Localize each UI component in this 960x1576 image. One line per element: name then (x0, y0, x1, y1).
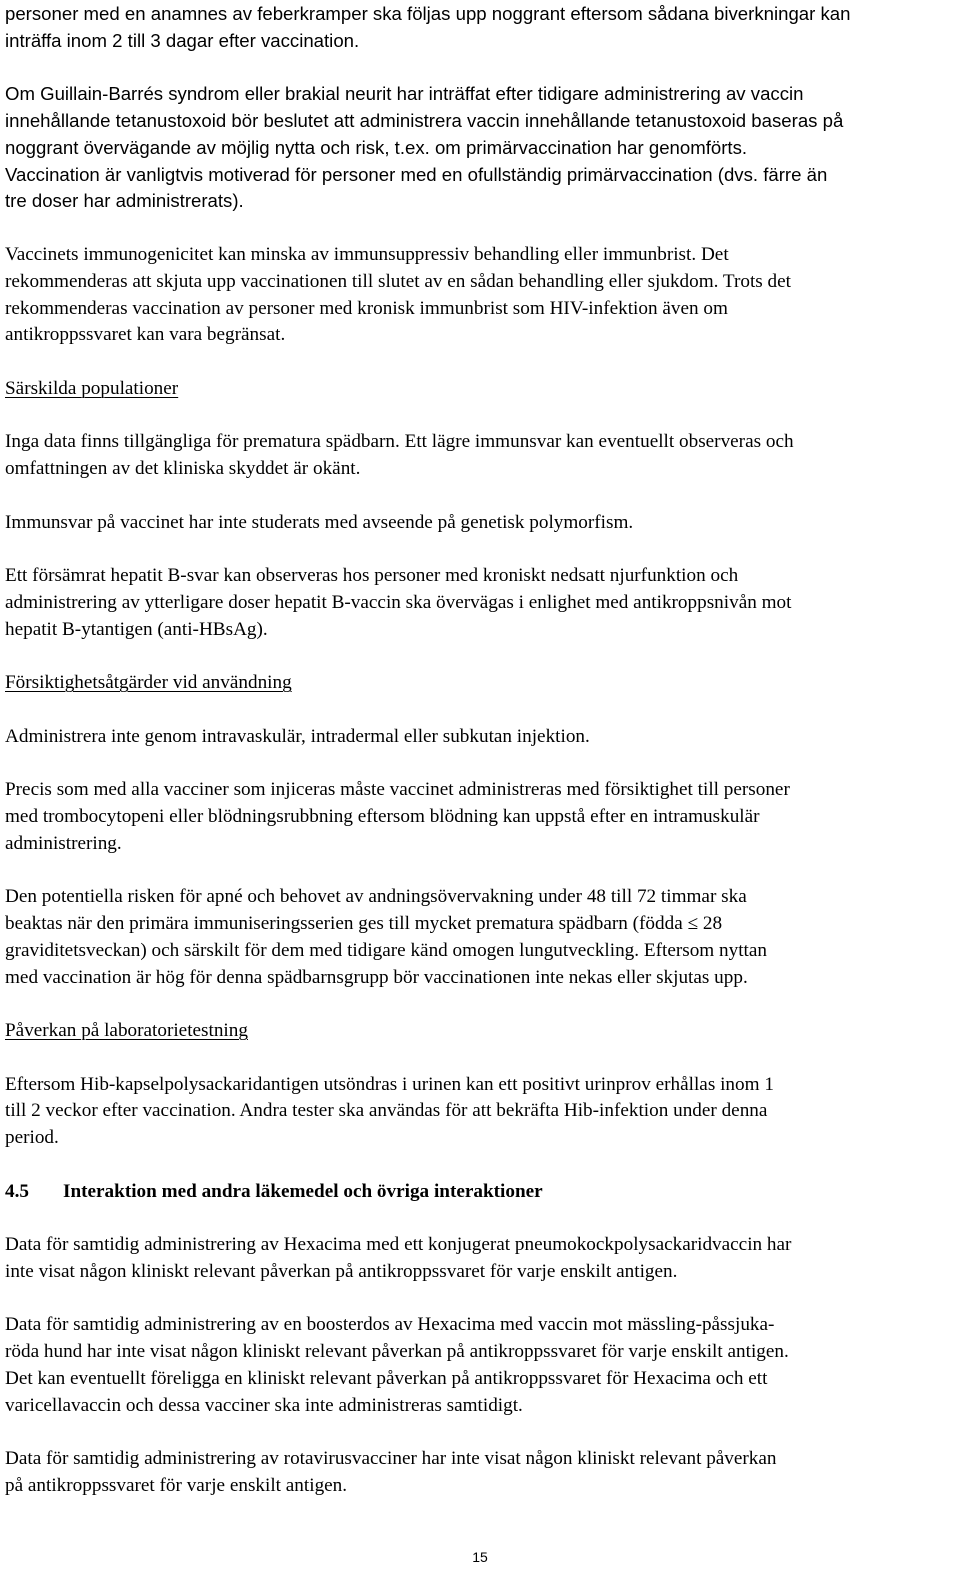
subheading-precautions: Försiktighetsåtgärder vid användning (5, 672, 292, 694)
text-line: inte visat någon kliniskt relevant påverkan på antikroppssvaret för varje enskilt antigen. (5, 1260, 678, 1282)
text-line: Vaccination är vanligtvis motiverad för personer med en ofullständig primärvaccination (dvs. färre än (5, 163, 828, 185)
text-line: Ett försämrat hepatit B-svar kan observeras hos personer med kroniskt nedsatt njurfunktion och (5, 565, 739, 587)
paragraph-administration-route (5, 724, 955, 751)
section-title: Interaktion med andra läkemedel och övriga interaktioner (63, 1180, 543, 1202)
page-number: 15 (472, 1549, 488, 1565)
text-line: rekommenderas att skjuta upp vaccinationen till slutet av en sådan behandling eller sjukdom. Trots det (5, 270, 791, 292)
subheading-laboratory-testing: Påverkan på laboratorietestning (5, 1020, 248, 1042)
text-line: Precis som med alla vacciner som injiceras måste vaccinet administreras med försiktighet till personer (5, 779, 790, 801)
text-line: med trombocytopeni eller blödningsrubbning eftersom blödning kan uppstå efter en intramuskulär (5, 805, 760, 827)
text-line: med vaccination är hög för denna spädbarnsgrupp bör vaccinationen inte nekas eller skjutas upp. (5, 966, 748, 988)
text-line: tre doser har administrerats). (5, 190, 244, 212)
paragraph-genetic-polymorphism (5, 510, 955, 537)
paragraph-immunogenicity (5, 242, 955, 349)
paragraph-guillain-barre (5, 81, 955, 215)
text-line: noggrant övervägande av möjlig nytta och risk, t.ex. om primärvaccination har genomförts. (5, 136, 748, 158)
text-line: varicellavaccin och dessa vacciner ska inte administreras samtidigt. (5, 1394, 523, 1416)
text-line: administrering. (5, 832, 122, 854)
text-line: Data för samtidig administrering av rotavirusvacciner har inte visat någon kliniskt relevant påverkan (5, 1448, 777, 1470)
text-line: till 2 veckor efter vaccination. Andra tester ska användas för att bekräfta Hib-infektion under denna (5, 1100, 768, 1122)
text-line: beaktas när den primära immuniseringsserien ges till mycket prematura spädbarn (födda ≤ 28 (5, 913, 723, 934)
text-line: Data för samtidig administrering av en boosterdos av Hexacima med vaccin mot mässling-påssjuka- (5, 1314, 775, 1336)
text-line: Inga data finns tillgängliga för prematura spädbarn. Ett lägre immunsvar kan eventuellt observeras och (5, 431, 794, 453)
text-line: administrering av ytterligare doser hepatit B-vaccin ska övervägas i enlighet med antikroppsnivån mot (5, 591, 792, 613)
text-line: innehållande tetanustoxoid bör beslutet att administrera vaccin innehållande tetanustoxoid baseras på (5, 110, 844, 132)
paragraph-apnea-risk (5, 884, 955, 991)
text-line: Vaccinets immunogenicitet kan minska av immunsuppressiv behandling eller immunbrist. Det (5, 243, 729, 265)
paragraph-premature-infants (5, 429, 955, 483)
text-line: Immunsvar på vaccinet har inte studerats med avseende på genetisk polymorfism. (5, 511, 634, 533)
text-line: Det kan eventuellt föreligga en kliniskt relevant påverkan på antikroppssvaret för Hexacima och ett (5, 1368, 768, 1389)
paragraph-hepatitis-b (5, 563, 955, 643)
text-line: Administrera inte genom intravaskulär, intradermal eller subkutan injektion. (5, 725, 590, 747)
paragraph-febrile-convulsions (5, 1, 955, 55)
text-line: inträffa inom 2 till 3 dagar efter vaccination. (5, 29, 360, 51)
text-line: period. (5, 1127, 59, 1149)
text-line: hepatit B-ytantigen (anti-HBsAg). (5, 618, 268, 640)
text-line: omfattningen av det kliniska skyddet är okänt. (5, 458, 361, 480)
text-line: Den potentiella risken för apné och behovet av andningsövervakning under 48 till 72 timmar ska (5, 886, 747, 908)
text-line: Om Guillain-Barrés syndrom eller brakial neurit har inträffat efter tidigare administrering av vaccin (5, 83, 804, 105)
text-line: personer med en anamnes av feberkramper ska följas upp noggrant eftersom sådana biverkningar kan (5, 3, 851, 24)
section-heading-4-5 (5, 1179, 955, 1206)
text-line: röda hund har inte visat någon kliniskt relevant påverkan på antikroppssvaret för varje enskilt antigen. (5, 1341, 789, 1363)
paragraph-hib-antigen (5, 1072, 955, 1152)
text-line: antikroppssvaret kan vara begränsat. (5, 324, 286, 346)
text-line: graviditetsveckan) och särskilt för dem med tidigare känd omogen lungutveckling. Eftersom nyttan (5, 939, 767, 961)
subheading-special-populations: Särskilda populationer (5, 377, 179, 399)
paragraph-mmr-booster (5, 1312, 955, 1419)
paragraph-thrombocytopenia (5, 777, 955, 857)
text-line: rekommenderas vaccination av personer med kronisk immunbrist som HIV-infektion även om (5, 297, 728, 319)
text-line: Eftersom Hib-kapselpolysackaridantigen utsöndras i urinen kan ett positivt urinprov erhållas inom 1 (5, 1073, 774, 1095)
text-line: Data för samtidig administrering av Hexacima med ett konjugerat pneumokockpolysackaridvaccin har (5, 1234, 792, 1256)
paragraph-rotavirus (5, 1446, 955, 1500)
document-page (5, 0, 955, 1500)
text-line: på antikroppssvaret för varje enskilt antigen. (5, 1475, 348, 1497)
section-number: 4.5 (5, 1180, 29, 1202)
paragraph-pneumococcal (5, 1232, 955, 1286)
